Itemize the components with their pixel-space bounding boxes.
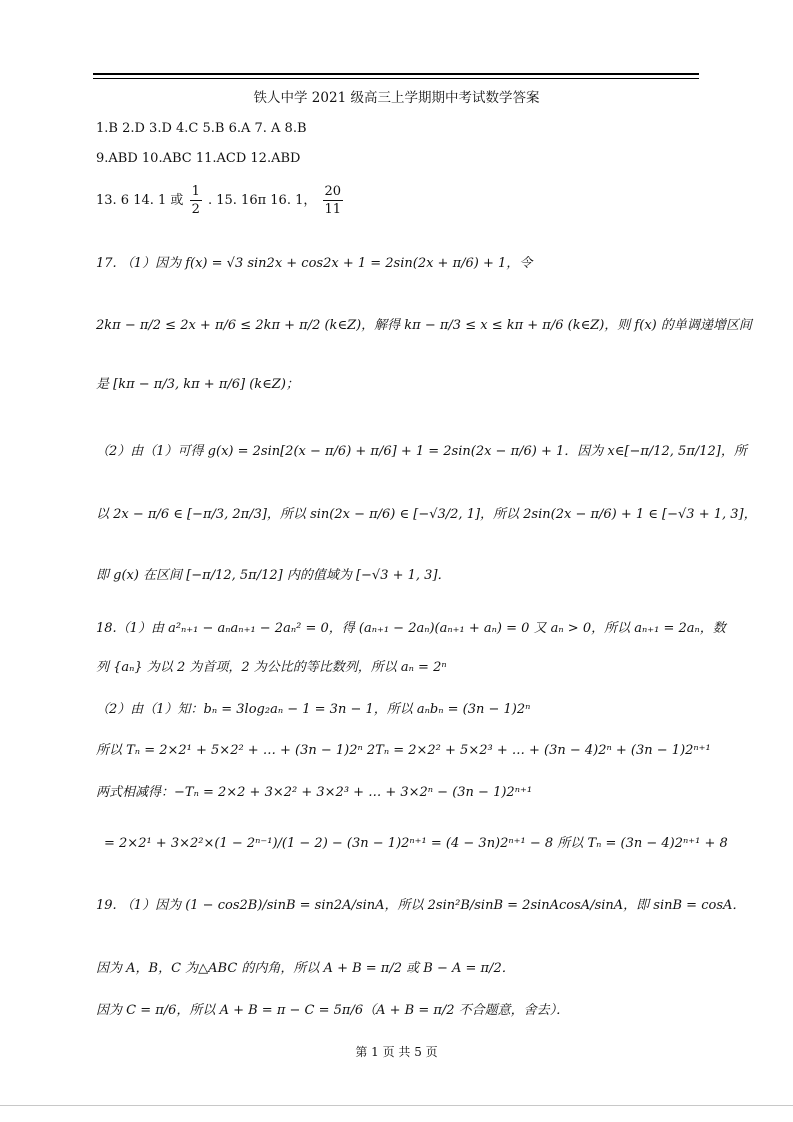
page-bottom-edge [0,1105,793,1106]
solution-17-line-5: 以 2x − π/6 ∈ [−π/3, 2π/3]，所以 sin(2x − π/6) ∈ [−√3/2, 1]，所以 2sin(2x − π/6) + 1 ∈ [−√3 + 1, 3]， [96,507,757,522]
answers-line-2: 9.ABD 10.ABC 11.ACD 12.ABD [96,151,301,166]
solution-19-line-1: 19. （1）因为 (1 − cos2B)/sinB = sin2A/sinA，所以 2sin²B/sinB = 2sinAcosA/sinA，即 sinB = cosA． [96,898,746,913]
solution-18-line-6: = 2×2¹ + 3×2²×(1 − 2ⁿ⁻¹)/(1 − 2) − (3n − 1)2ⁿ⁺¹ = (4 − 3n)2ⁿ⁺¹ − 8 所以 Tₙ = (3n − 4)2ⁿ⁺¹ + 8 [104,836,728,851]
fraction-14-denominator: 2 [191,202,200,217]
header-rule-thick [93,73,699,75]
solution-17-line-1: 17. （1）因为 f(x) = √3 sin2x + cos2x + 1 = 2sin(2x + π/6) + 1，令 [96,256,533,271]
solution-17-line-6: 即 g(x) 在区间 [−π/12, 5π/12] 内的值域为 [−√3 + 1, 3]． [96,568,451,583]
solution-18-line-5: 两式相减得：−Tₙ = 2×2 + 3×2² + 3×2³ + … + 3×2ⁿ − (3n − 1)2ⁿ⁺¹ [96,785,533,800]
answers-15-16-text: . 15. 16π 16. 1， [207,193,317,208]
header-rule-thin [93,78,699,79]
solution-19-line-3: 因为 C = π/6，所以 A + B = π − C = 5π/6（A + B = π/2 不合题意，舍去）． [96,1003,570,1018]
fraction-16 [323,183,344,218]
solution-18-line-2: 列 {aₙ} 为以 2 为首项，2 为公比的等比数列，所以 aₙ = 2ⁿ [96,660,447,675]
solution-17-line-2: 2kπ − π/2 ≤ 2x + π/6 ≤ 2kπ + π/2 (k∈Z)，解得 kπ − π/3 ≤ x ≤ kπ + π/6 (k∈Z)，则 f(x) 的单调递增区间 [96,318,752,333]
fraction-16-numerator: 20 [324,184,342,199]
answers-line-3 [96,180,345,222]
page-number: 第 1 页 共 5 页 [355,1045,438,1059]
fraction-16-denominator: 11 [324,202,342,217]
solution-17-line-4: （2）由（1）可得 g(x) = 2sin[2(x − π/6) + π/6] + 1 = 2sin(2x − π/6) + 1．因为 x∈[−π/12, 5π/12]，所 [96,444,747,459]
fraction-14 [190,183,202,218]
solution-18-line-3: （2）由（1）知：bₙ = 3log₂aₙ − 1 = 3n − 1，所以 aₙbₙ = (3n − 1)2ⁿ [96,702,531,717]
answers-13-14-text: 13. 6 14. 1 或 [96,193,184,208]
solution-18-line-4: 所以 Tₙ = 2×2¹ + 5×2² + … + (3n − 1)2ⁿ 2Tₙ = 2×2² + 5×2³ + … + (3n − 4)2ⁿ + (3n − 1)2ⁿ⁺¹ [96,743,711,758]
answers-line-1: 1.B 2.D 3.D 4.C 5.B 6.A 7. A 8.B [96,121,307,136]
document-title: 铁人中学 2021 级高三上学期期中考试数学答案 [253,90,540,106]
solution-17-line-3: 是 [kπ − π/3, kπ + π/6] (k∈Z)； [96,377,299,392]
fraction-14-numerator: 1 [191,184,200,199]
solution-18-line-1: 18.（1）由 a²ₙ₊₁ − aₙaₙ₊₁ − 2aₙ² = 0，得 (aₙ₊₁ − 2aₙ)(aₙ₊₁ + aₙ) = 0 又 aₙ > 0，所以 aₙ₊₁ = 2aₙ，数 [96,621,726,636]
solution-19-line-2: 因为 A，B，C 为△ABC 的内角，所以 A + B = π/2 或 B − A = π/2． [96,961,515,976]
